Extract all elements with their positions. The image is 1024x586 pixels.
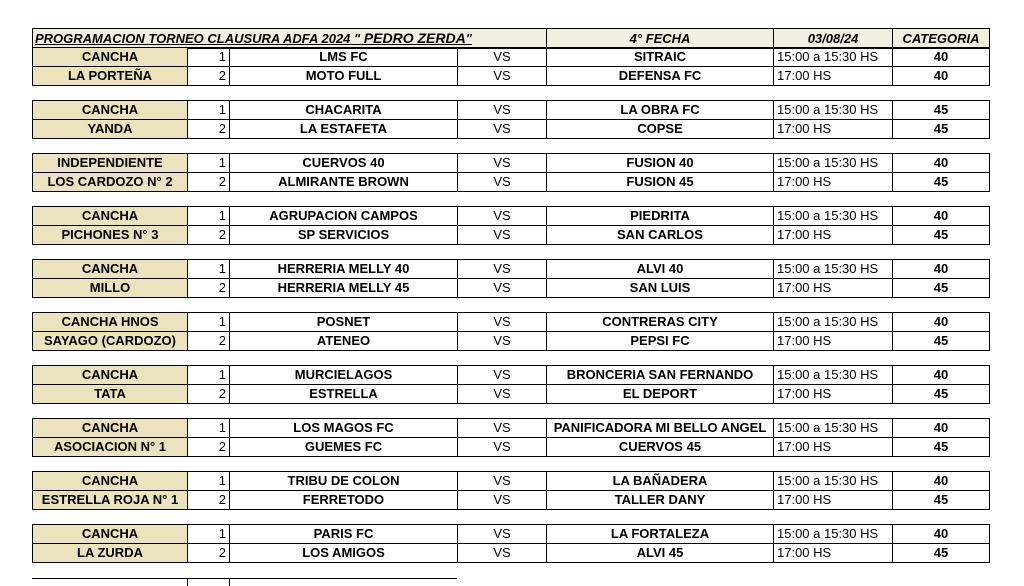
venue-label: CANCHA HNOS [33,313,188,332]
match-number: 2 [188,67,230,86]
match-number: 2 [188,120,230,139]
away-team: BRONCERIA SAN FERNANDO [547,366,774,385]
match-row [33,120,990,139]
match-row [33,154,990,173]
away-team: PANIFICADORA MI BELLO ANGEL [547,419,774,438]
venue-label: CANCHA [33,207,188,226]
match-row [33,67,990,86]
match-number: 1 [188,472,230,491]
venue-label: LA PORTEÑA [33,67,188,86]
venue-label: SAYAGO (CARDOZO) [33,332,188,351]
match-time: 15:00 a 15:30 HS [774,48,893,67]
title-highlight: PEDRO ZERDA [363,30,466,46]
venue-label: INDEPENDIENTE [33,154,188,173]
home-team: ALMIRANTE BROWN [230,173,458,192]
match-block [32,206,990,245]
away-team: LA OBRA FC [547,101,774,120]
category-value: 45 [893,226,990,245]
away-team: PIEDRITA [547,207,774,226]
category-value: 45 [893,101,990,120]
home-team: LOS AMIGOS [230,544,458,563]
match-number: 1 [188,154,230,173]
match-number: 2 [188,279,230,298]
match-time: 17:00 HS [774,438,893,457]
home-team: MURCIELAGOS [230,366,458,385]
vs-label: VS [458,385,547,404]
match-block [32,259,990,298]
category-value: 40 [893,154,990,173]
match-block [32,365,990,404]
match-number: 1 [188,313,230,332]
match-time: 15:00 a 15:30 HS [774,472,893,491]
venue-label: CANCHA [33,525,188,544]
category-value: 40 [893,419,990,438]
match-row [33,366,990,385]
away-team: ALVI 45 [547,544,774,563]
vs-label: VS [458,419,547,438]
home-team: HERRERIA MELLY 45 [230,279,458,298]
match-number: 2 [188,438,230,457]
venue-label: CANCHA [33,472,188,491]
venue-label: LA ZURDA [33,544,188,563]
header-table [32,28,990,49]
footer-tick [229,578,230,586]
venue-label: YANDA [33,120,188,139]
home-team: POSNET [230,313,458,332]
vs-label: VS [458,332,547,351]
away-team: TALLER DANY [547,491,774,510]
match-time: 15:00 a 15:30 HS [774,154,893,173]
venue-label: CANCHA [33,48,188,67]
match-number: 2 [188,385,230,404]
venue-label: CANCHA [33,419,188,438]
match-time: 15:00 a 15:30 HS [774,260,893,279]
category-value: 40 [893,525,990,544]
match-row [33,173,990,192]
vs-label: VS [458,544,547,563]
match-number: 1 [188,525,230,544]
away-team: LA BAÑADERA [547,472,774,491]
match-time: 17:00 HS [774,67,893,86]
title-prefix: PROGRAMACION TORNEO CLAUSURA ADFA 2024 " [35,31,361,46]
venue-label: MILLO [33,279,188,298]
category-value: 45 [893,173,990,192]
vs-label: VS [458,48,547,67]
vs-label: VS [458,154,547,173]
match-block [32,312,990,351]
match-block [32,100,990,139]
match-row [33,279,990,298]
home-team: CUERVOS 40 [230,154,458,173]
home-team: FERRETODO [230,491,458,510]
match-time: 17:00 HS [774,226,893,245]
match-row [33,385,990,404]
match-number: 2 [188,226,230,245]
match-time: 17:00 HS [774,173,893,192]
fecha-label: 4° FECHA [547,29,774,49]
category-value: 40 [893,366,990,385]
vs-label: VS [458,366,547,385]
match-row [33,332,990,351]
match-block [32,524,990,563]
away-team: CONTRERAS CITY [547,313,774,332]
vs-label: VS [458,279,547,298]
category-value: 40 [893,67,990,86]
category-value: 40 [893,260,990,279]
category-value: 40 [893,472,990,491]
home-team: MOTO FULL [230,67,458,86]
vs-label: VS [458,101,547,120]
match-number: 2 [188,173,230,192]
footer-tick [187,578,188,586]
away-team: LA FORTALEZA [547,525,774,544]
match-time: 17:00 HS [774,279,893,298]
match-time: 17:00 HS [774,332,893,351]
category-value: 40 [893,207,990,226]
venue-label: LOS CARDOZO N° 2 [33,173,188,192]
match-row [33,313,990,332]
category-header: CATEGORIA [893,29,990,49]
vs-label: VS [458,67,547,86]
category-value: 45 [893,120,990,139]
match-number: 1 [188,101,230,120]
match-row [33,472,990,491]
match-number: 1 [188,366,230,385]
match-block [32,418,990,457]
match-time: 15:00 a 15:30 HS [774,525,893,544]
home-team: CHACARITA [230,101,458,120]
vs-label: VS [458,260,547,279]
match-number: 2 [188,491,230,510]
away-team: ALVI 40 [547,260,774,279]
vs-label: VS [458,525,547,544]
match-time: 17:00 HS [774,385,893,404]
match-time: 15:00 a 15:30 HS [774,207,893,226]
away-team: FUSION 45 [547,173,774,192]
category-value: 45 [893,438,990,457]
match-block [32,471,990,510]
away-team: PEPSI FC [547,332,774,351]
vs-label: VS [458,226,547,245]
match-number: 1 [188,48,230,67]
vs-label: VS [458,491,547,510]
match-number: 1 [188,207,230,226]
match-row [33,260,990,279]
match-block [32,47,990,86]
match-time: 15:00 a 15:30 HS [774,101,893,120]
match-row [33,419,990,438]
match-time: 17:00 HS [774,120,893,139]
page-title [33,29,547,49]
away-team: SAN LUIS [547,279,774,298]
category-value: 45 [893,332,990,351]
match-row [33,226,990,245]
category-value: 40 [893,313,990,332]
vs-label: VS [458,207,547,226]
match-number: 1 [188,260,230,279]
category-value: 45 [893,544,990,563]
away-team: FUSION 40 [547,154,774,173]
vs-label: VS [458,438,547,457]
venue-label: TATA [33,385,188,404]
match-time: 15:00 a 15:30 HS [774,419,893,438]
date-label: 03/08/24 [774,29,893,49]
home-team: GUEMES FC [230,438,458,457]
match-number: 1 [188,419,230,438]
match-row [33,525,990,544]
match-time: 15:00 a 15:30 HS [774,313,893,332]
home-team: ESTRELLA [230,385,458,404]
category-value: 45 [893,385,990,404]
venue-label: CANCHA [33,260,188,279]
match-number: 2 [188,544,230,563]
match-row [33,544,990,563]
home-team: LOS MAGOS FC [230,419,458,438]
away-team: SAN CARLOS [547,226,774,245]
vs-label: VS [458,472,547,491]
match-row [33,438,990,457]
header-row [33,29,990,49]
match-row [33,48,990,67]
home-team: ATENEO [230,332,458,351]
away-team: EL DEPORT [547,385,774,404]
away-team: COPSE [547,120,774,139]
away-team: DEFENSA FC [547,67,774,86]
home-team: AGRUPACION CAMPOS [230,207,458,226]
category-value: 40 [893,48,990,67]
venue-label: CANCHA [33,101,188,120]
away-team: CUERVOS 45 [547,438,774,457]
match-row [33,491,990,510]
home-team: SP SERVICIOS [230,226,458,245]
match-block [32,153,990,192]
match-row [33,207,990,226]
match-time: 15:00 a 15:30 HS [774,366,893,385]
venue-label: CANCHA [33,366,188,385]
footer-divider [32,578,457,579]
home-team: TRIBU DE COLON [230,472,458,491]
venue-label: PICHONES N° 3 [33,226,188,245]
category-value: 45 [893,491,990,510]
match-time: 17:00 HS [774,544,893,563]
vs-label: VS [458,120,547,139]
home-team: HERRERIA MELLY 40 [230,260,458,279]
title-suffix: " [465,31,472,46]
vs-label: VS [458,313,547,332]
away-team: SITRAIC [547,48,774,67]
home-team: LMS FC [230,48,458,67]
match-row [33,101,990,120]
vs-label: VS [458,173,547,192]
category-value: 45 [893,279,990,298]
home-team: PARIS FC [230,525,458,544]
match-number: 2 [188,332,230,351]
venue-label: ASOCIACION N° 1 [33,438,188,457]
venue-label: ESTRELLA ROJA N° 1 [33,491,188,510]
home-team: LA ESTAFETA [230,120,458,139]
match-time: 17:00 HS [774,491,893,510]
